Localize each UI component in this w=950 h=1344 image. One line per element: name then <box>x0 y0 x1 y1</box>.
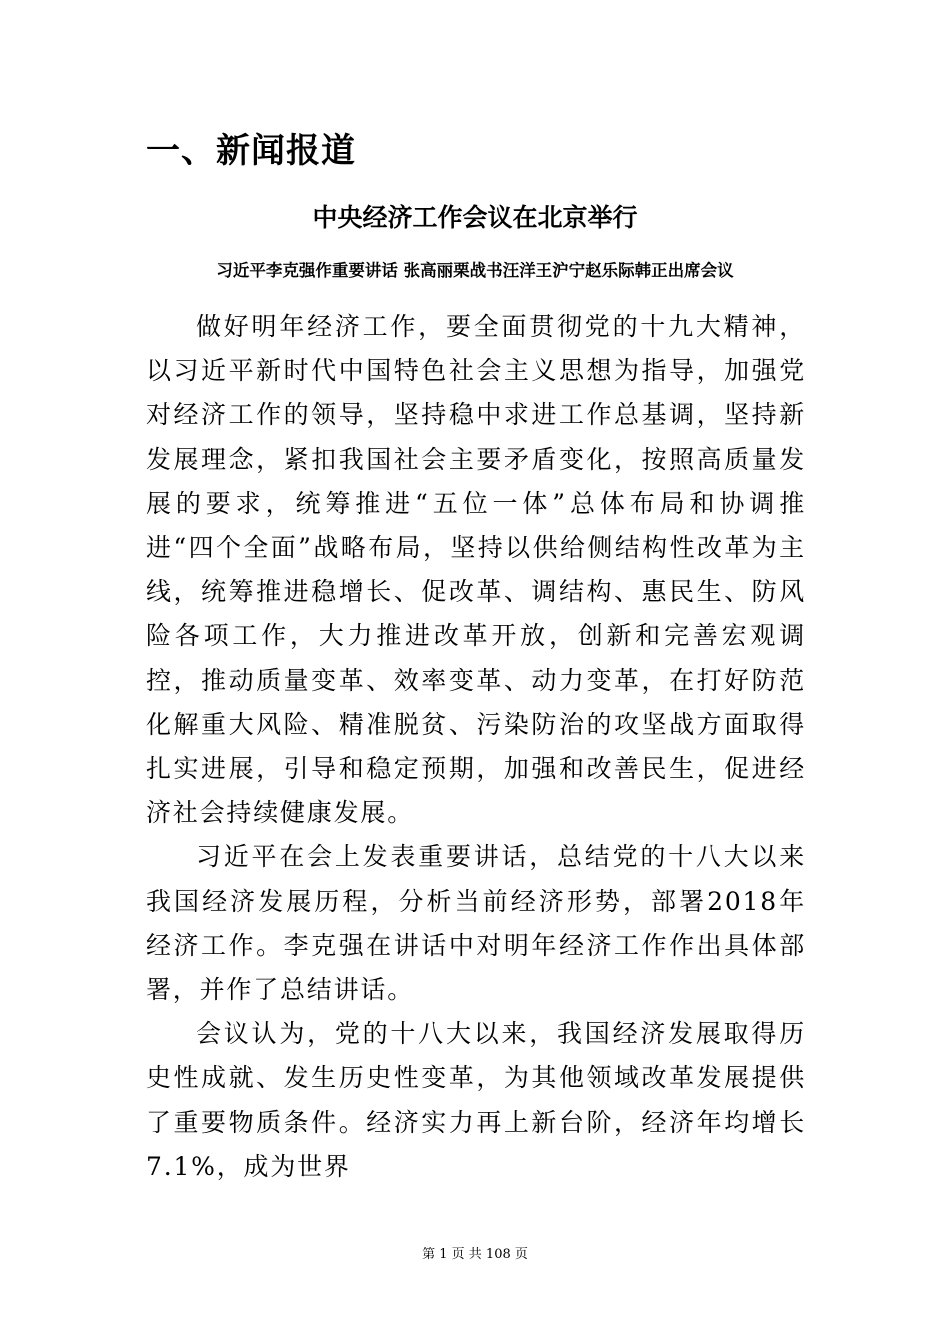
page-number-footer: 第 1 页 共 108 页 <box>422 1247 528 1262</box>
body-paragraph: 习近平在会上发表重要讲话，总结党的十八大以来我国经济发展历程，分析当前经济形势，部署2018年经济工作。李克强在讲话中对明年经济工作作出具体部署，并作了总结讲话。 <box>146 842 806 1005</box>
section-heading: 一、新闻报道 <box>146 131 356 171</box>
article-body <box>146 305 806 1189</box>
body-paragraph: 做好明年经济工作，要全面贯彻党的十九大精神，以习近平新时代中国特色社会主义思想为指导，加强党对经济工作的领导，坚持稳中求进工作总基调，坚持新发展理念，紧扣我国社会主要矛盾变化，按照高质量发展的要求，统筹推进“五位一体”总体布局和协调推进“四个全面”战略布局，坚持以供给侧结构性改革为主线，统筹推进稳增长、促改革、调结构、惠民生、防风险各项工作，大力推进改革开放，创新和完善宏观调控，推动质量变革、效率变革、动力变革，在打好防范化解重大风险、精准脱贫、污染防治的攻坚战方面取得扎实进展，引导和稳定预期，加强和改善民生，促进经济社会持续健康发展。 <box>146 312 806 828</box>
article-subtitle: 习近平李克强作重要讲话 张高丽栗战书汪洋王沪宁赵乐际韩正出席会议 <box>216 261 734 280</box>
article-title: 中央经济工作会议在北京举行 <box>312 203 638 232</box>
body-paragraph: 会议认为，党的十八大以来，我国经济发展取得历史性成就、发生历史性变革，为其他领域改革发展提供了重要物质条件。经济实力再上新台阶，经济年均增长7.1%，成为世界 <box>146 1019 806 1181</box>
